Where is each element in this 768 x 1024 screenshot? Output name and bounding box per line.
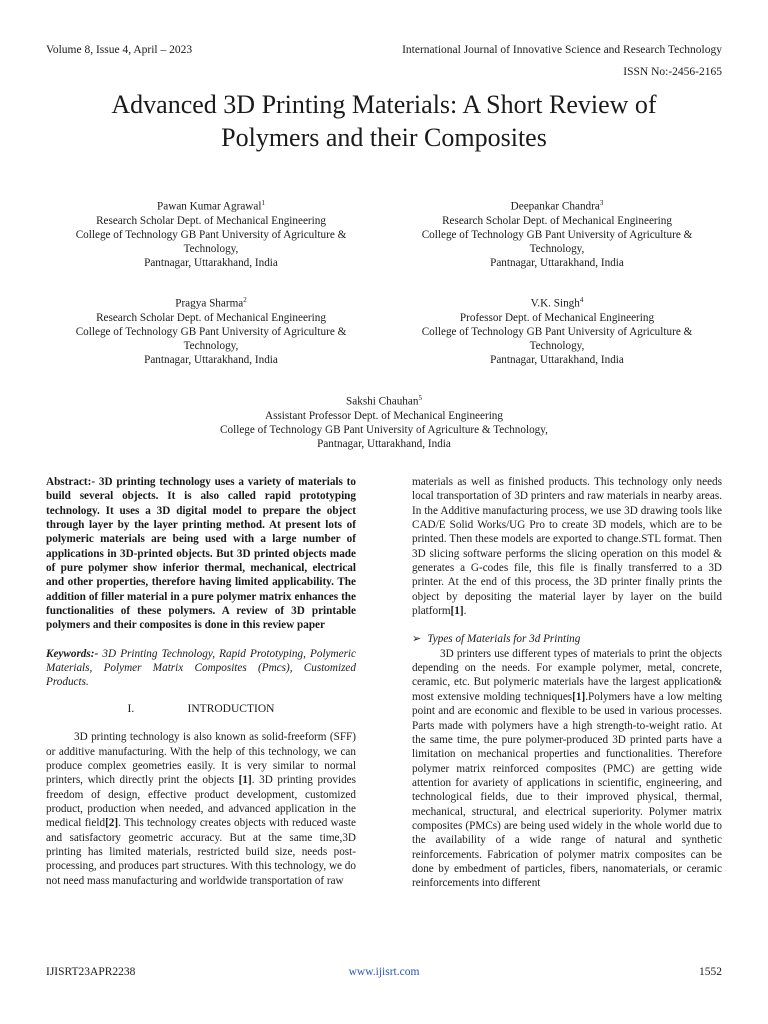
body-text: . <box>463 605 467 618</box>
author-college: Technology, <box>183 242 239 255</box>
author-place: Pantnagar, Uttarakhand, India <box>490 353 624 366</box>
author-role: Professor Dept. of Mechanical Engineering <box>459 311 655 324</box>
keywords-text: 3D Printing Technology, Rapid Prototyping, Polymeric Materials, Polymer Matrix Composites (Pmcs), Customized Products. <box>46 647 356 689</box>
author-block-2 <box>46 293 376 367</box>
author-college: College of Technology GB Pant University of Agriculture & <box>75 325 347 338</box>
intro-text: . This technology creates objects with reduced waste and satisfactory geometric accuracy. But at the same time,3D printing has limited materials, restricted build size, needs post-processing, and produces part structures. With this technology, we do not need mass manufacturing and worldwide transportation of raw <box>46 817 356 887</box>
author-block-5 <box>150 391 618 451</box>
header-journal: International Journal of Innovative Science and Research Technology <box>402 44 722 56</box>
author-block-1 <box>46 196 376 270</box>
materials-paragraph <box>412 647 722 891</box>
intro-paragraph-continued <box>412 475 722 618</box>
intro-paragraph <box>46 730 356 888</box>
abstract-text: 3D printing technology uses a variety of materials to build several objects. It is also called rapid prototyping technology. It uses a 3D digital model to prepare the object through layer by the layer printing method. At present lots of polymeric materials are being used with a large number of applications in 3D-printed objects. But 3D printed objects made of pure polymer show inferior thermal, mechanical, electrical and other properties, therefore having limited applicability. The addition of filler material in a pure polymer matrix enhances the functionalities of these polymers. A review of 3D printable polymers and their composites is done in this review paper <box>46 476 356 632</box>
right-column <box>412 475 722 891</box>
abstract <box>46 475 356 633</box>
author-college: College of Technology GB Pant University of Agriculture & <box>421 325 693 338</box>
author-college: Technology, <box>529 339 585 352</box>
author-role: Research Scholar Dept. of Mechanical Engineering <box>442 214 672 227</box>
footer-page-number: 1552 <box>699 966 722 978</box>
author-role: Research Scholar Dept. of Mechanical Engineering <box>96 311 326 324</box>
author-college: College of Technology GB Pant University of Agriculture & Technology, <box>220 423 548 436</box>
author-place: Pantnagar, Uttarakhand, India <box>317 437 451 450</box>
citation-link[interactable]: [1] <box>238 774 252 787</box>
citation-link[interactable]: [1] <box>450 605 464 618</box>
author-name: V.K. Singh <box>530 297 580 310</box>
body-text: 3D printers use different types of materials to print the objects depending on the needs. For example polymer, metal, concrete, ceramic, etc. But polymeric materials have the largest application& most extensive molding techniques <box>412 647 722 703</box>
author-college: College of Technology GB Pant University of Agriculture & <box>75 228 347 241</box>
header-issn: ISSN No:-2456-2165 <box>623 66 722 78</box>
author-sup: 4 <box>579 296 584 304</box>
intro-text: . 3D printing provides freedom of design, effective product development, customized product, production when needed, and advanced application in the medical field <box>46 774 356 830</box>
body-text: materials as well as finished products. This technology only needs local transportation of 3D printers and raw materials in nearby areas. In the Additive manufacturing process, we use 3D drawing tools like CAD/E Solid Works/UG Pro to create 3D models, which are to be printed. Then these models are exported to change.STL format. Then 3D slicing software performs the slicing operation on this model & generates a G-codes file, this file is finally transferred to a 3D printer. At the end of this process, the 3D printer finally prints the object by depositing the material layer by layer on the build platform <box>412 476 722 618</box>
author-place: Pantnagar, Uttarakhand, India <box>144 353 278 366</box>
intro-text: 3D printing technology is also known as solid-freeform (SFF) or additive manufacturing. With the help of this technology, we can produce complex geometries easily. It is very similar to normal printers, which directly print the objects <box>46 731 356 787</box>
subsection-title: Types of Materials for 3d Printing <box>427 633 581 646</box>
author-place: Pantnagar, Uttarakhand, India <box>490 256 624 269</box>
website-link[interactable]: www.ijisrt.com <box>348 966 420 978</box>
author-sup: 1 <box>261 199 265 207</box>
body-text: .Polymers have a low melting point and are economic and flexible to be used in various processes. Parts made with polymers have a high strength-to-weight ratio. At the same time, the pure polymer-produced 3D printed parts have a limitation on mechanical properties and functionalities. Therefore polymer matrix reinforced composites (PMC) are getting wide attention for avariety of applications in scientific, engineering, and technological fields, due to their improved physical, thermal, mechanical, structural, and electrical superiority. Polymer matrix composites (PMCs) are being used widely in the whole world due to the availability of a wide range of natural and synthetic reinforcements. Fabrication of polymer matrix composites can be done by embedment of particles, fibers, nanomaterials, or ceramic reinforcements into different <box>412 690 722 890</box>
author-sup: 3 <box>599 199 604 207</box>
left-column <box>46 475 356 888</box>
author-block-4 <box>392 293 722 367</box>
section-number: I. <box>127 702 135 715</box>
title-line-2: Polymers and their Composites <box>221 123 547 152</box>
citation-link[interactable]: [2] <box>105 817 119 830</box>
section-heading-introduction <box>46 702 356 716</box>
abstract-label: Abstract:- <box>46 476 96 488</box>
author-name: Deepankar Chandra <box>510 200 600 213</box>
footer-website-link <box>0 966 768 978</box>
author-college: Technology, <box>183 339 239 352</box>
author-place: Pantnagar, Uttarakhand, India <box>144 256 278 269</box>
author-name: Pawan Kumar Agrawal <box>157 200 262 213</box>
keywords-label: Keywords:- <box>46 647 99 660</box>
section-title: INTRODUCTION <box>187 702 275 715</box>
author-college: Technology, <box>529 242 585 255</box>
citation-link[interactable]: [1] <box>572 690 586 703</box>
author-college: College of Technology GB Pant University of Agriculture & <box>421 228 693 241</box>
arrow-bullet-icon: ➢ <box>412 633 422 646</box>
author-role: Research Scholar Dept. of Mechanical Engineering <box>96 214 326 227</box>
subsection-heading <box>412 632 722 646</box>
footer-paper-id: IJISRT23APR2238 <box>46 966 136 978</box>
header-volume: Volume 8, Issue 4, April – 2023 <box>46 44 193 56</box>
author-sup: 2 <box>243 296 247 304</box>
author-role: Assistant Professor Dept. of Mechanical Engineering <box>265 409 503 422</box>
title-line-1: Advanced 3D Printing Materials: A Short Review of <box>111 90 657 119</box>
author-name: Pragya Sharma <box>175 297 244 310</box>
author-sup: 5 <box>418 394 422 402</box>
author-name: Sakshi Chauhan <box>346 395 419 408</box>
paper-title <box>30 88 738 154</box>
author-block-3 <box>392 196 722 270</box>
keywords <box>46 647 356 690</box>
